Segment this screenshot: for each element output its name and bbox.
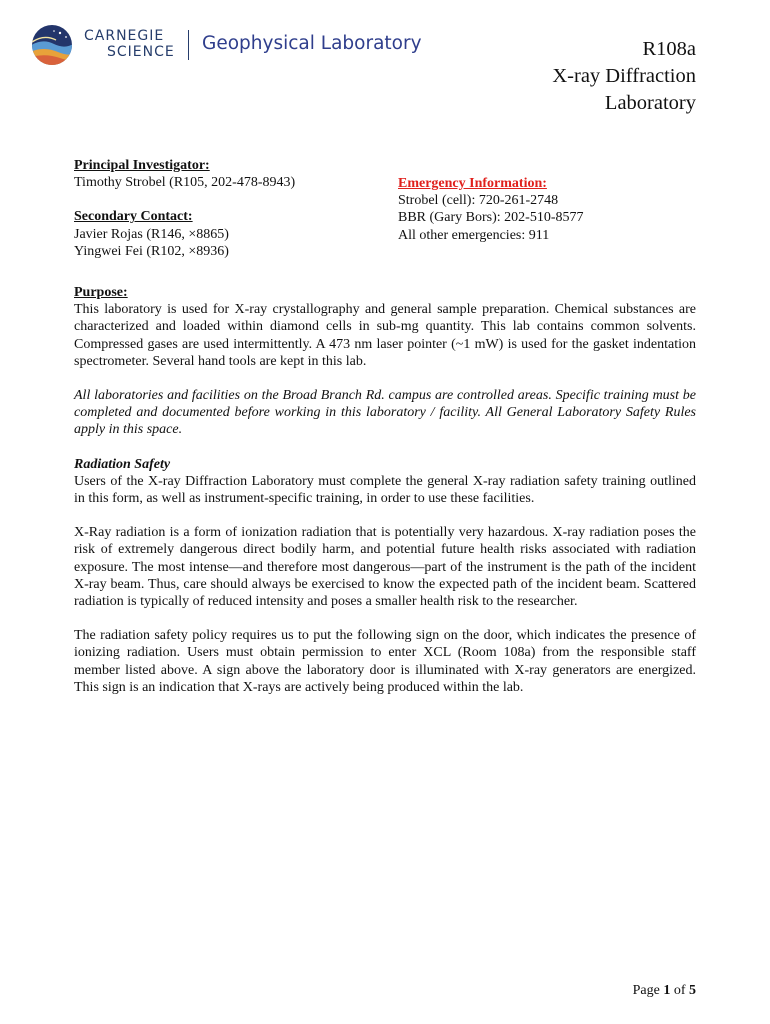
contacts-section — [74, 157, 696, 269]
lab-name-line1: X-ray Diffraction — [552, 65, 696, 87]
department-name: Geophysical Laboratory — [202, 33, 422, 54]
purpose-section — [74, 284, 696, 439]
emergency-column — [398, 175, 698, 244]
page-total: 5 — [689, 983, 696, 998]
logo-divider — [188, 30, 189, 60]
secondary-contact: Javier Rojas (R146, ×8865) — [74, 226, 229, 242]
radiation-paragraph-2: X-Ray radiation is a form of ionization radiation that is potentially very hazardous. X-ray radiation poses the risk of extremely dangerous direct bodily harm, and potential future health risks associated with radiation exposure. The most intense—and therefore most dangerous—part of the instrument is the path of the incident X-ray beam. Thus, care should always be exercised to know the expected path of the incident beam. Scattered radiation is typically of reduced intensity and poses a smaller health risk to the researcher. — [74, 525, 696, 610]
secondary-contact: Yingwei Fei (R102, ×8936) — [74, 243, 229, 259]
contacts-left-column — [74, 157, 394, 260]
emergency-contact: All other emergencies: 911 — [398, 227, 550, 243]
page-of: of — [673, 983, 686, 998]
purpose-text: This laboratory is used for X-ray crystallography and general sample preparation. Chemical substances are characterized and loaded within diamond cells in sub-mg quantity. This lab contains common solvents. Compressed gases are used intermittently. A 473 nm laser pointer (~1 mW) is used for the gasket indentation spectrometer. Several hand tools are kept in this lab. — [74, 302, 696, 369]
emergency-contact: Strobel (cell): 720-261-2748 — [398, 193, 559, 209]
page-current: 1 — [663, 983, 671, 998]
carnegie-globe-logo-icon — [30, 24, 76, 66]
radiation-safety-section — [74, 456, 696, 696]
purpose-heading: Purpose: — [74, 285, 128, 300]
controlled-area-notice: All laboratories and facilities on the Broad Branch Rd. campus are controlled areas. Specific training must be completed and documented before working in this laboratory / facility. All General Laboratory Safety Rules apply in this space. — [74, 388, 696, 438]
lab-name-line2: Laboratory — [604, 92, 696, 114]
logo-science-text: SCIENCE — [107, 44, 175, 60]
radiation-paragraph-1: Users of the X-ray Diffraction Laboratory must complete the general X-ray radiation safety training outlined in this form, as well as instrument-specific training, in order to use these facilities. — [74, 473, 696, 507]
pi-heading: Principal Investigator: — [74, 158, 210, 173]
logo-carnegie-text: CARNEGIE — [84, 28, 165, 44]
page-label: Page — [632, 983, 660, 998]
radiation-safety-heading: Radiation Safety — [74, 456, 171, 472]
radiation-paragraph-3: The radiation safety policy requires us to put the following sign on the door, which indicates the presence of ionizing radiation. Users must obtain permission to enter XCL (Room 108a) from the responsible staff member listed above. A sign above the laboratory door is illuminated with X-ray generators are energized. This sign is an indication that X-rays are actively being produced within the lab. — [74, 628, 696, 695]
room-number: R108a — [642, 38, 696, 60]
secondary-heading: Secondary Contact: — [74, 209, 193, 225]
page-number — [633, 982, 696, 999]
room-title-block — [552, 36, 696, 117]
emergency-contact: BBR (Gary Bors): 202-510-8577 — [398, 210, 584, 226]
emergency-heading: Emergency Information: — [398, 176, 547, 191]
document-body — [74, 157, 696, 696]
pi-contact: Timothy Strobel (R105, 202-478-8943) — [74, 175, 296, 191]
